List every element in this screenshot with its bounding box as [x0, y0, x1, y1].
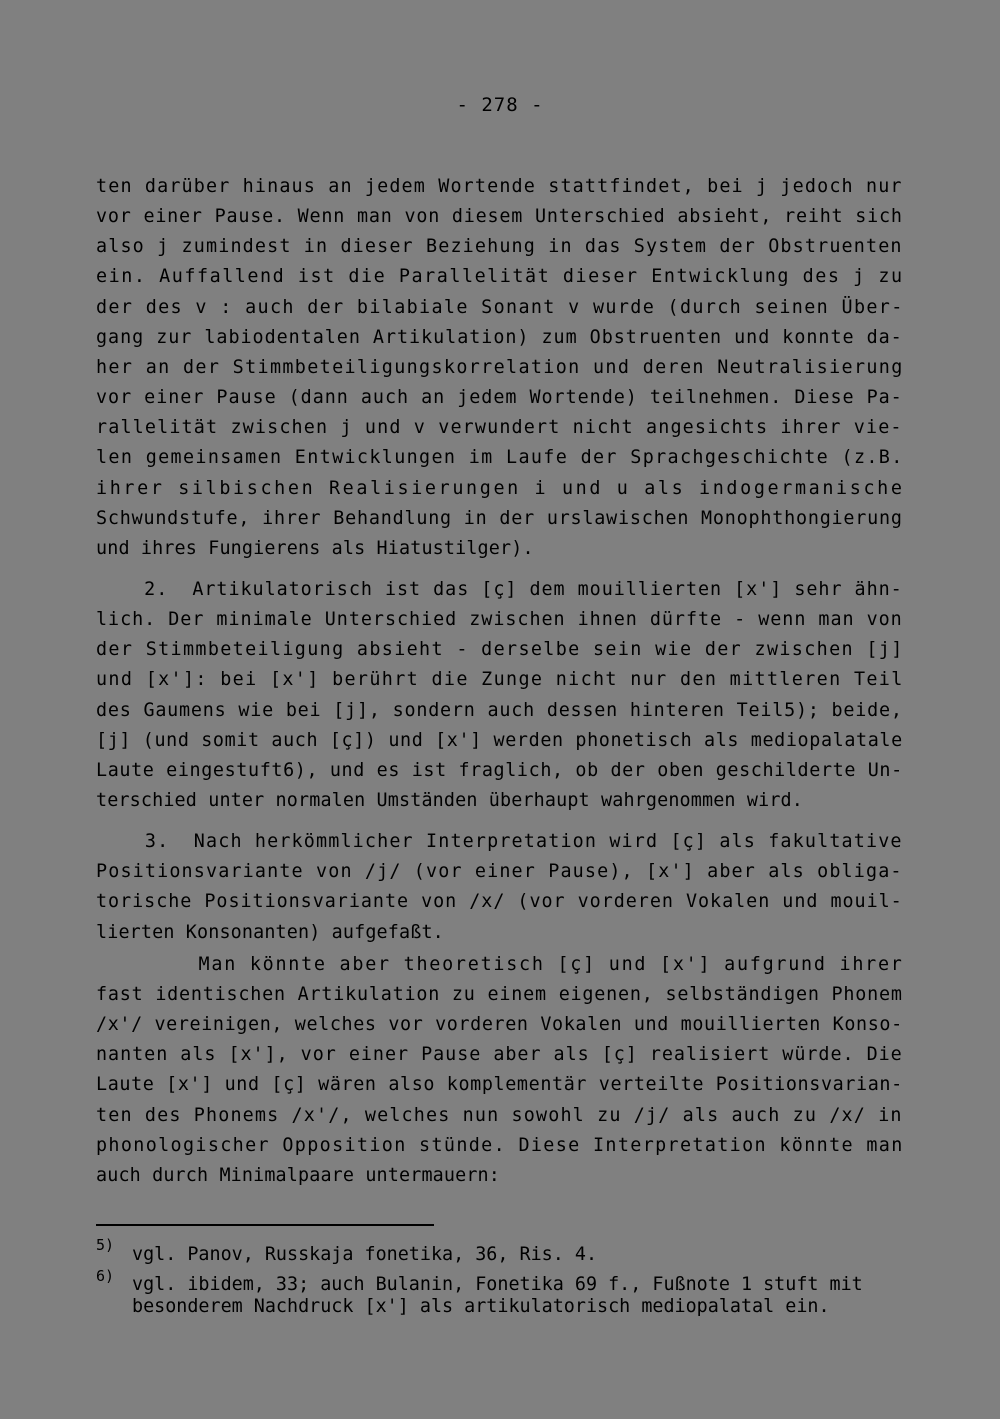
text-line: 2. Artikulatorisch ist das [ç] dem mouillierten [x'] sehr ähn- [96, 578, 903, 600]
footnote-6-text-line-2: besonderem Nachdruck [x'] als artikulatorisch mediopalatal ein. [132, 1296, 830, 1317]
text-line: ein. Auffallend ist die Parallelität dieser Entwicklung des j zu [96, 266, 904, 288]
text-line: len gemeinsamen Entwicklungen im Laufe der Sprachgeschichte (z.B. [96, 447, 904, 469]
text-line: /x'/ vereinigen, welches vor vorderen Vokalen und mouillierten Konso- [96, 1014, 903, 1036]
text-line: [j] (und somit auch [ç]) und [x'] werden phonetisch als mediopalatale [96, 729, 903, 751]
text-line: Man könnte aber theoretisch [ç] und [x'] aufgrund ihrer [96, 953, 904, 975]
text-line: und ihres Fungierens als Hiatustilger). [96, 537, 534, 559]
text-line: her an der Stimmbeteiligungskorrelation und deren Neutralisierung [96, 356, 904, 378]
footnote-separator [96, 1224, 434, 1226]
text-line: vor einer Pause. Wenn man von diesem Unterschied absieht, reiht sich [96, 206, 903, 228]
footnote-5-text: vgl. Panov, Russkaja fonetika, 36, Ris. 4. [132, 1244, 598, 1265]
text-line: 3. Nach herkömmlicher Interpretation wird [ç] als fakultative [96, 831, 903, 853]
text-line: und [x']: bei [x'] berührt die Zunge nicht nur den mittleren Teil [96, 669, 904, 691]
text-line: also j zumindest in dieser Beziehung in das System der Obstruenten [96, 236, 903, 258]
text-line: Positionsvariante von /j/ (vor einer Pause), [x'] aber als obliga- [96, 861, 903, 883]
text-line: gang zur labiodentalen Artikulation) zum Obstruenten und konnte da- [96, 326, 903, 348]
text-line: auch durch Minimalpaare untermauern: [96, 1164, 500, 1186]
text-line: des Gaumens wie bei [j], sondern auch dessen hinteren Teil5); beide, [96, 699, 903, 721]
text-line: ten darüber hinaus an jedem Wortende stattfindet, bei j jedoch nur [96, 176, 903, 197]
text-line: rallelität zwischen j und v verwundert nicht angesichts ihrer vie- [96, 417, 903, 439]
text-line: ten des Phonems /x'/, welches nun sowohl zu /j/ als auch zu /x/ in [96, 1104, 903, 1126]
footnote-marker: 6) [96, 1267, 115, 1285]
text-line: vor einer Pause (dann auch an jedem Wortende) teilnehmen. Diese Pa- [96, 387, 903, 409]
text-line: fast identischen Artikulation zu einem eigenen, selbständigen Phonem [96, 983, 903, 1005]
text-line: torische Positionsvariante von /x/ (vor vorderen Vokalen und mouil- [96, 891, 903, 913]
text-line: Schwundstufe, ihrer Behandlung in der urslawischen Monophthongierung [96, 507, 903, 529]
text-line: Laute [x'] und [ç] wären also komplementär verteilte Positionsvarian- [96, 1074, 903, 1096]
text-line: ihrer silbischen Realisierungen i und u als indogermanische [96, 477, 905, 499]
text-line: der des v : auch der bilabiale Sonant v wurde (durch seinen Über- [96, 296, 904, 318]
text-line: phonologischer Opposition stünde. Diese Interpretation könnte man [96, 1134, 904, 1156]
text-line: lich. Der minimale Unterschied zwischen ihnen dürfte - wenn man von [96, 609, 903, 631]
page-number: - 278 - [456, 94, 544, 116]
text-line: Laute eingestuft6), und es ist fraglich, ob der oben geschilderte Un- [96, 759, 903, 781]
text-line: terschied unter normalen Umständen überhaupt wahrgenommen wird. [96, 790, 803, 811]
footnote-marker: 5) [96, 1236, 115, 1254]
footnote-6-text-line-1: vgl. ibidem, 33; auch Bulanin, Fonetika 69 f., Fußnote 1 stuft mit [132, 1274, 863, 1295]
text-line: nanten als [x'], vor einer Pause aber als [ç] realisiert würde. Die [96, 1044, 903, 1066]
text-line: lierten Konsonanten) aufgefaßt. [96, 921, 444, 943]
text-line: der Stimmbeteiligung absieht - derselbe sein wie der zwischen [j] [96, 639, 904, 661]
